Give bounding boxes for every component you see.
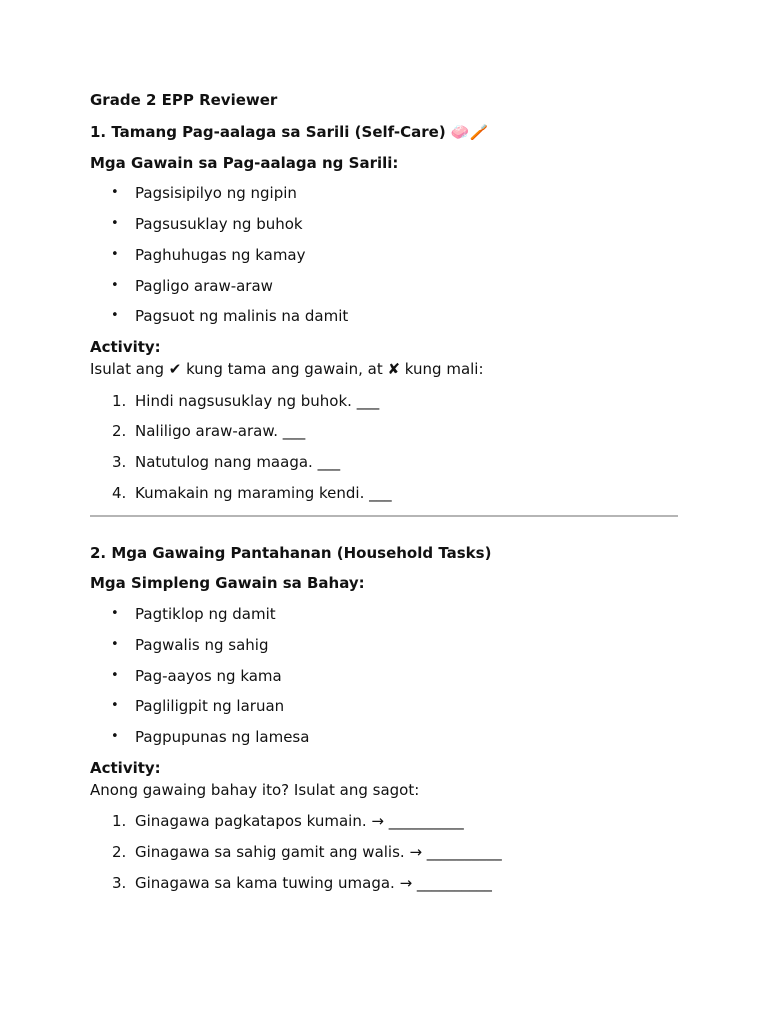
list-item [90, 697, 678, 716]
bullet-icon: • [111, 185, 119, 201]
section-divider [90, 515, 678, 517]
list-item-text: Pag-aayos ng kama [135, 666, 282, 685]
activity-item [90, 874, 678, 893]
activity-instruction: Anong gawaing bahay ito? Isulat ang sagot: [90, 780, 420, 799]
item-number: 3. [112, 873, 127, 892]
activity-item-text: Ginagawa sa sahig gamit ang walis. → __________ [135, 843, 502, 861]
list-item [90, 667, 678, 686]
section-household-tasks [90, 544, 678, 893]
activity-item [90, 484, 678, 503]
item-number: 4. [112, 483, 127, 502]
list-item [90, 636, 678, 655]
list-item [90, 184, 678, 203]
item-number: 2. [112, 843, 127, 861]
bullet-icon: • [111, 729, 119, 744]
activity-item-text: Naliligo araw-araw. ___ [135, 422, 306, 441]
list-item [90, 728, 678, 747]
list-item-text: Pagwalis ng sahig [135, 635, 269, 654]
list-item-text: Paghuhugas ng kamay [135, 245, 306, 264]
bullet-icon: • [111, 216, 119, 231]
activity-item [90, 812, 678, 831]
list-item-text: Pagsuot ng malinis na damit [135, 307, 349, 326]
list-item [90, 215, 678, 234]
list-item-text: Pagtiklop ng damit [135, 605, 276, 623]
activity-list [90, 392, 678, 503]
activity-item-text: Ginagawa sa kama tuwing umaga. → __________ [135, 873, 492, 892]
list-item-text: Pagpupunas ng lamesa [135, 728, 310, 746]
bullet-icon: • [111, 606, 119, 621]
bullet-icon: • [111, 636, 119, 652]
activity-item [90, 843, 678, 862]
activity-item-text: Natutulog nang maaga. ___ [135, 453, 341, 471]
item-number: 1. [112, 391, 127, 410]
bullet-icon: • [111, 698, 119, 714]
bullet-icon: • [111, 667, 119, 683]
activity-instruction: Isulat ang ✔ kung tama ang gawain, at ✘ kung mali: [90, 359, 484, 378]
bullet-icon: • [111, 308, 119, 324]
list-item-text: Pagsusuklay ng buhok [135, 215, 303, 233]
bullet-icon: • [111, 246, 119, 262]
section-heading: 2. Mga Gawaing Pantahanan (Household Tasks) [90, 543, 492, 562]
list-item [90, 605, 678, 624]
document-title: Grade 2 EPP Reviewer [90, 91, 278, 109]
list-item [90, 277, 678, 296]
activity-item [90, 392, 678, 411]
bullet-icon: • [111, 277, 119, 293]
document-body [90, 91, 678, 905]
item-number: 3. [112, 453, 127, 471]
list-item [90, 307, 678, 326]
list-item-text: Pagsisipilyo ng ngipin [135, 184, 297, 203]
task-list [90, 184, 678, 326]
activity-item [90, 422, 678, 441]
section-self-care [90, 123, 678, 503]
activity-label: Activity: [90, 338, 161, 356]
activity-item-text: Hindi nagsusuklay ng buhok. ___ [135, 391, 380, 410]
task-list [90, 605, 678, 747]
activity-item-text: Ginagawa pagkatapos kumain. → __________ [135, 812, 464, 831]
item-number: 2. [112, 422, 127, 441]
list-item-text: Pagliligpit ng laruan [135, 697, 285, 716]
activity-label: Activity: [90, 758, 161, 777]
activity-list [90, 812, 678, 892]
list-item-text: Pagligo araw-araw [135, 276, 273, 295]
list-item [90, 246, 678, 265]
section-heading: 1. Tamang Pag-aalaga sa Sarili (Self-Care) 🧼🪥 [90, 122, 489, 141]
activity-item-text: Kumakain ng maraming kendi. ___ [135, 483, 392, 502]
activity-item [90, 453, 678, 472]
section-subheading: Mga Gawain sa Pag-aalaga ng Sarili: [90, 153, 399, 172]
section-subheading: Mga Simpleng Gawain sa Bahay: [90, 574, 365, 593]
item-number: 1. [112, 812, 127, 831]
